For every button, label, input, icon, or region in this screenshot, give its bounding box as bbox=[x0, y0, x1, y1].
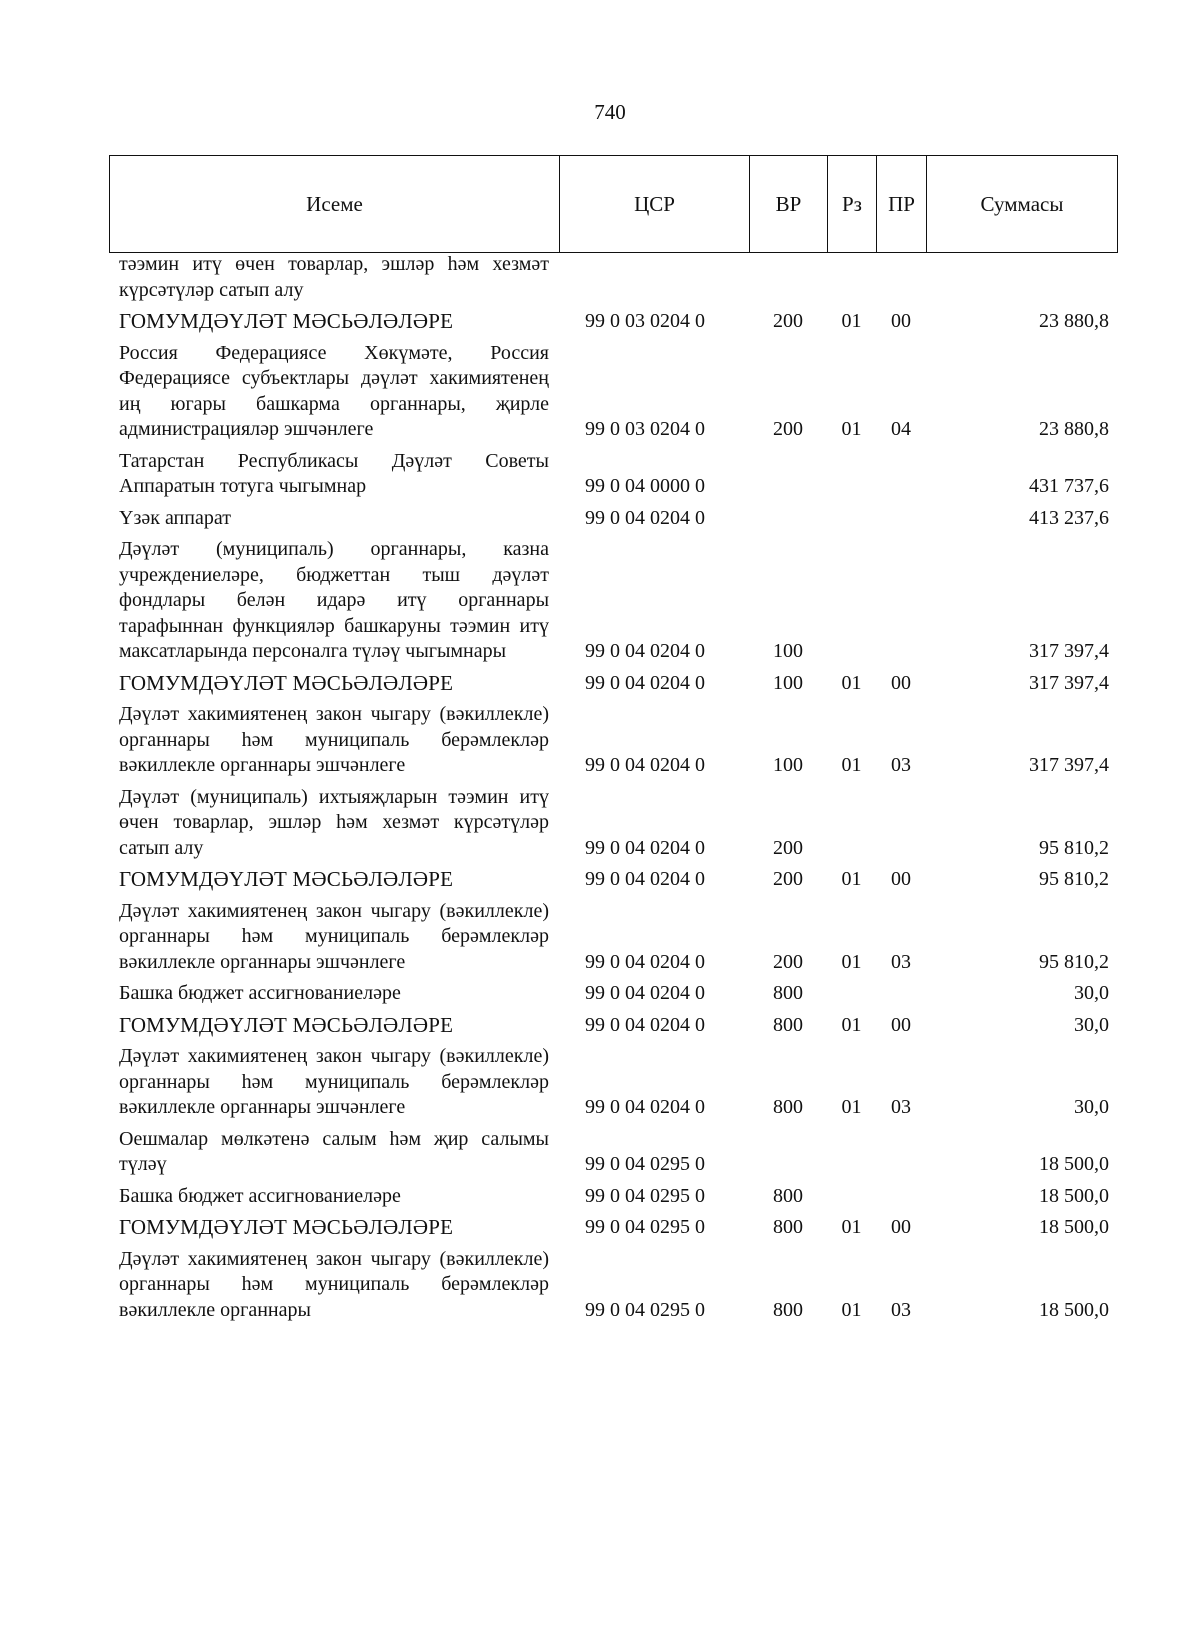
cell-vr: 100 bbox=[773, 640, 803, 662]
cell-csr: 99 0 04 0204 0 bbox=[585, 982, 705, 1004]
cell-sum: 317 397,4 bbox=[1029, 671, 1109, 694]
column-header-pr: ПР bbox=[877, 156, 927, 253]
table-row bbox=[109, 309, 1117, 341]
cell-rz: 01 bbox=[841, 868, 862, 890]
cell-pr: 00 bbox=[891, 310, 911, 332]
table-row bbox=[109, 341, 1117, 449]
cell-name: ГОМУМДӘҮЛӘТ МӘСЬӘЛӘЛӘРЕ bbox=[119, 1012, 454, 1037]
cell-csr: 99 0 04 0204 0 bbox=[585, 1096, 705, 1118]
cell-pr: 00 bbox=[891, 671, 911, 694]
cell-pr bbox=[876, 1127, 926, 1184]
cell-rz: 01 bbox=[841, 310, 862, 332]
cell-sum: 18 500,0 bbox=[1039, 1153, 1109, 1175]
table-row bbox=[109, 449, 1117, 506]
column-header-sum: Суммасы bbox=[927, 156, 1118, 253]
cell-pr: 04 bbox=[891, 418, 911, 440]
cell-name: Россия Федерациясе Хөкүмәте, Россия Федерациясе субъектлары дәүләт хакимиятенең иң югары башкарма органнары, җирле администрацияләр эшчәнлеге bbox=[119, 341, 549, 440]
cell-name: Оешмалар мөлкәтенә салым һәм җир салымы түләү bbox=[119, 1127, 549, 1175]
cell-name: ГОМУМДӘҮЛӘТ МӘСЬӘЛӘЛӘРЕ bbox=[119, 1215, 454, 1239]
table-row bbox=[109, 867, 1117, 899]
cell-csr bbox=[559, 252, 749, 309]
cell-csr: 99 0 04 0295 0 bbox=[585, 1184, 705, 1207]
cell-sum: 431 737,6 bbox=[1029, 475, 1109, 497]
cell-vr: 800 bbox=[773, 1013, 803, 1036]
cell-sum: 413 237,6 bbox=[1029, 506, 1109, 529]
table-row bbox=[109, 1013, 1117, 1045]
column-header-name: Исеме bbox=[110, 156, 560, 253]
cell-vr: 800 bbox=[773, 982, 803, 1004]
cell-sum: 18 500,0 bbox=[1039, 1298, 1109, 1321]
cell-pr bbox=[876, 1184, 926, 1216]
cell-rz: 01 bbox=[841, 950, 862, 973]
cell-csr: 99 0 04 0000 0 bbox=[585, 475, 705, 497]
cell-vr bbox=[749, 506, 827, 538]
table-row bbox=[109, 537, 1117, 671]
cell-csr: 99 0 04 0204 0 bbox=[585, 1013, 705, 1036]
cell-pr: 03 bbox=[891, 1096, 911, 1118]
cell-sum: 18 500,0 bbox=[1039, 1216, 1109, 1238]
cell-name: Дәүләт хакимиятенең закон чыгару (вәкиллекле) органнары һәм муниципаль берәмлекләр вәкиллекле органнары эшчәнлеге bbox=[119, 1045, 549, 1118]
column-header-csr: ЦСР bbox=[560, 156, 750, 253]
cell-name: Дәүләт хакимиятенең закон чыгару (вәкиллекле) органнары һәм муниципаль берәмлекләр вәкиллекле органнары эшчәнлеге bbox=[119, 703, 549, 776]
cell-sum bbox=[926, 252, 1117, 309]
cell-name: Башка бюджет ассигнованиеләре bbox=[119, 982, 401, 1004]
cell-pr: 03 bbox=[891, 950, 911, 973]
cell-vr: 200 bbox=[773, 836, 803, 859]
cell-csr: 99 0 04 0204 0 bbox=[585, 506, 705, 529]
column-header-vr: ВР bbox=[750, 156, 828, 253]
cell-vr: 800 bbox=[773, 1298, 803, 1321]
cell-rz bbox=[827, 252, 876, 309]
cell-csr: 99 0 04 0204 0 bbox=[585, 868, 705, 890]
cell-name: Дәүләт хакимиятенең закон чыгару (вәкиллекле) органнары һәм муниципаль берәмлекләр вәкиллекле органнары эшчәнлеге bbox=[119, 899, 549, 973]
cell-csr: 99 0 04 0295 0 bbox=[585, 1216, 705, 1238]
cell-name: Дәүләт хакимиятенең закон чыгару (вәкиллекле) органнары һәм муниципаль берәмлекләр вәкиллекле органнары bbox=[119, 1247, 549, 1321]
cell-csr: 99 0 04 0204 0 bbox=[585, 671, 705, 694]
table-row bbox=[109, 1127, 1117, 1184]
cell-vr: 200 bbox=[773, 418, 803, 440]
cell-name: Дәүләт (муниципаль) органнары, казна учреждениеләре, бюджеттан тыш дәүләт фондлары белән идарә итү органнары тарафыннан функцияләр башкаруны тәэмин итү максатларында персоналга түләү чыгымнары bbox=[119, 538, 549, 662]
table-row bbox=[109, 1184, 1117, 1216]
cell-pr: 00 bbox=[891, 868, 911, 890]
cell-csr: 99 0 04 0204 0 bbox=[585, 950, 705, 973]
cell-name: ГОМУМДӘҮЛӘТ МӘСЬӘЛӘЛӘРЕ bbox=[119, 670, 454, 695]
budget-table bbox=[109, 252, 1117, 1329]
table-row bbox=[109, 981, 1117, 1013]
cell-rz: 01 bbox=[841, 1096, 862, 1118]
cell-rz bbox=[827, 785, 876, 868]
cell-csr: 99 0 04 0204 0 bbox=[585, 754, 705, 776]
cell-vr: 200 bbox=[773, 310, 803, 332]
cell-rz bbox=[827, 449, 876, 506]
table-row bbox=[109, 1247, 1117, 1330]
cell-rz: 01 bbox=[841, 754, 862, 776]
cell-pr bbox=[876, 449, 926, 506]
table-row bbox=[109, 506, 1117, 538]
cell-vr: 200 bbox=[773, 868, 803, 890]
cell-csr: 99 0 03 0204 0 bbox=[585, 418, 705, 440]
table-row bbox=[109, 1044, 1117, 1127]
cell-vr: 800 bbox=[773, 1096, 803, 1118]
cell-vr bbox=[749, 252, 827, 309]
cell-csr: 99 0 04 0295 0 bbox=[585, 1153, 705, 1175]
cell-vr: 100 bbox=[773, 754, 803, 776]
cell-vr bbox=[749, 1127, 827, 1184]
cell-name: ГОМУМДӘҮЛӘТ МӘСЬӘЛӘЛӘРЕ bbox=[119, 309, 454, 333]
cell-name: Башка бюджет ассигнованиеләре bbox=[119, 1184, 401, 1207]
cell-rz bbox=[827, 1184, 876, 1216]
cell-pr bbox=[876, 252, 926, 309]
cell-pr bbox=[876, 785, 926, 868]
cell-sum: 317 397,4 bbox=[1029, 640, 1109, 662]
cell-rz: 01 bbox=[841, 1298, 862, 1321]
cell-name: Дәүләт (муниципаль) ихтыяҗларын тәэмин итү өчен товарлар, эшләр һәм хезмәт күрсәтүләр сатып алу bbox=[119, 785, 549, 859]
cell-sum: 30,0 bbox=[1074, 1096, 1109, 1118]
cell-csr: 99 0 04 0204 0 bbox=[585, 836, 705, 859]
table-body bbox=[109, 252, 1117, 1329]
cell-sum: 23 880,8 bbox=[1039, 418, 1109, 440]
cell-pr bbox=[876, 506, 926, 538]
cell-sum: 30,0 bbox=[1074, 1013, 1109, 1036]
cell-sum: 23 880,8 bbox=[1039, 310, 1109, 332]
cell-name: ГОМУМДӘҮЛӘТ МӘСЬӘЛӘЛӘРЕ bbox=[119, 867, 454, 891]
cell-pr: 03 bbox=[891, 754, 911, 776]
cell-pr bbox=[876, 537, 926, 671]
cell-rz bbox=[827, 981, 876, 1013]
cell-pr: 00 bbox=[891, 1013, 911, 1036]
cell-vr bbox=[749, 449, 827, 506]
cell-rz bbox=[827, 1127, 876, 1184]
cell-sum: 18 500,0 bbox=[1039, 1184, 1109, 1207]
cell-name: тәэмин итү өчен товарлар, эшләр һәм хезмәт күрсәтүләр сатып алу bbox=[119, 253, 549, 301]
cell-rz: 01 bbox=[841, 418, 862, 440]
cell-sum: 95 810,2 bbox=[1039, 868, 1109, 890]
cell-sum: 95 810,2 bbox=[1039, 950, 1109, 973]
cell-rz: 01 bbox=[841, 1216, 862, 1238]
cell-rz bbox=[827, 537, 876, 671]
cell-csr: 99 0 04 0295 0 bbox=[585, 1298, 705, 1321]
cell-rz bbox=[827, 506, 876, 538]
cell-rz: 01 bbox=[841, 671, 862, 694]
table-row bbox=[109, 671, 1117, 703]
page-number: 740 bbox=[594, 100, 626, 124]
cell-vr: 100 bbox=[773, 671, 803, 694]
table-row bbox=[109, 899, 1117, 982]
table-row bbox=[109, 1215, 1117, 1247]
table-header bbox=[109, 155, 1118, 253]
cell-sum: 95 810,2 bbox=[1039, 836, 1109, 859]
cell-sum: 30,0 bbox=[1074, 982, 1109, 1004]
cell-name: Татарстан Республикасы Дәүләт Советы Аппаратын тотуга чыгымнар bbox=[119, 449, 549, 497]
cell-pr: 00 bbox=[891, 1216, 911, 1238]
cell-vr: 800 bbox=[773, 1216, 803, 1238]
cell-vr: 200 bbox=[773, 950, 803, 973]
table-row bbox=[109, 252, 1117, 309]
cell-csr: 99 0 04 0204 0 bbox=[585, 640, 705, 662]
cell-pr: 03 bbox=[891, 1298, 911, 1321]
column-header-rz: Рз bbox=[828, 156, 877, 253]
table-row bbox=[109, 702, 1117, 785]
cell-vr: 800 bbox=[773, 1184, 803, 1207]
cell-sum: 317 397,4 bbox=[1029, 754, 1109, 776]
cell-pr bbox=[876, 981, 926, 1013]
table-row bbox=[109, 785, 1117, 868]
cell-csr: 99 0 03 0204 0 bbox=[585, 310, 705, 332]
cell-rz: 01 bbox=[841, 1013, 862, 1036]
cell-name: Үзәк аппарат bbox=[119, 506, 231, 529]
